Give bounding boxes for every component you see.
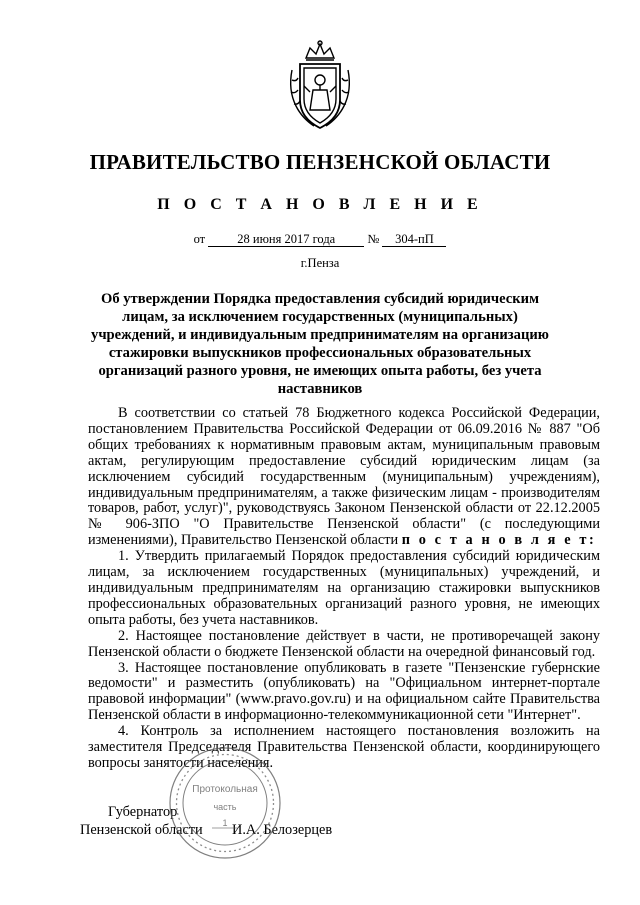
document-type: П О С Т А Н О В Л Е Н И Е: [157, 196, 483, 213]
document-subject: Об утверждении Порядка предоставления субсидий юридическим лицам, за исключением государственных (муниципальных) учреждений, и индивидуальным предпринимателям на организацию стажировки выпускников профессиональных образовательных организаций разного уровня, не имеющих опыта работы, без учета наставников: [91, 291, 549, 397]
number-prefix: №: [367, 232, 380, 246]
document-body: [88, 406, 600, 772]
preamble-paragraph: [88, 406, 600, 549]
coat-of-arms-icon: [286, 40, 354, 132]
preamble-text: В соответствии со статьей 78 Бюджетного кодекса Российской Федерации, постановлением Правительства Российской Федерации от 06.09.2016 № 887 "Об общих требованиях к нормативным правовым актам, муниципальным правовым актам, регулирующим предоставление субсидий юридическим лицам (за исключением субсидий государственным (муниципальным) учреждениям), индивидуальным предпринимателям, а также физическим лицам - производителям товаров, работ, услуг)", руководствуясь Законом Пензенской области от 22.12.2005 № 906-ЗПО "О Правительстве Пензенской области" (с последующими изменениями), Правительство Пензенской области: [88, 405, 600, 549]
item-1: 1. Утвердить прилагаемый Порядок предоставления субсидий юридическим лицам, за исключением государственных (муниципальных) учреждений, и индивидуальным предпринимателям на организацию стажировки выпускников профессиональных образовательных организаций разного уровня, не имеющих опыта работы, без учета наставников.: [88, 548, 600, 628]
date-number-line: [0, 232, 640, 247]
stamp-line2: часть: [213, 802, 237, 812]
document-number: 304-пП: [382, 232, 446, 247]
signatory-name: И.А. Белозерцев: [232, 822, 333, 838]
document-date: 28 июня 2017 года: [208, 232, 364, 247]
stamp-number: 1: [222, 818, 228, 828]
signatory-role-line1: Губернатор: [108, 804, 178, 820]
city: г.Пенза: [300, 256, 340, 270]
government-title: ПРАВИТЕЛЬСТВО ПЕНЗЕНСКОЙ ОБЛАСТИ: [89, 150, 551, 174]
item-3: 3. Настоящее постановление опубликовать в газете "Пензенские губернские ведомости" и разместить (опубликовать) на "Официальном интернет-портале правовой информации" (www.pravo.gov.ru) и на официальном сайте Правительства Пензенской области в информационно-телекоммуникационной сети "Интернет".: [88, 659, 600, 724]
date-prefix: от: [193, 232, 206, 246]
signatory-role-line2: Пензенской области: [80, 822, 203, 838]
stamp-line1: Протокольная: [192, 784, 258, 795]
item-2: 2. Настоящее постановление действует в части, не противоречащей закону Пензенской области о бюджете Пензенской области на очередной финансовый год.: [88, 627, 600, 660]
item-4: 4. Контроль за исполнением настоящего постановления возложить на заместителя Председателя Правительства Пензенской области, координирующего вопросы занятости населения.: [88, 723, 600, 771]
official-stamp: [168, 746, 282, 860]
decree-word: п о с т а н о в л я е т:: [401, 532, 597, 549]
